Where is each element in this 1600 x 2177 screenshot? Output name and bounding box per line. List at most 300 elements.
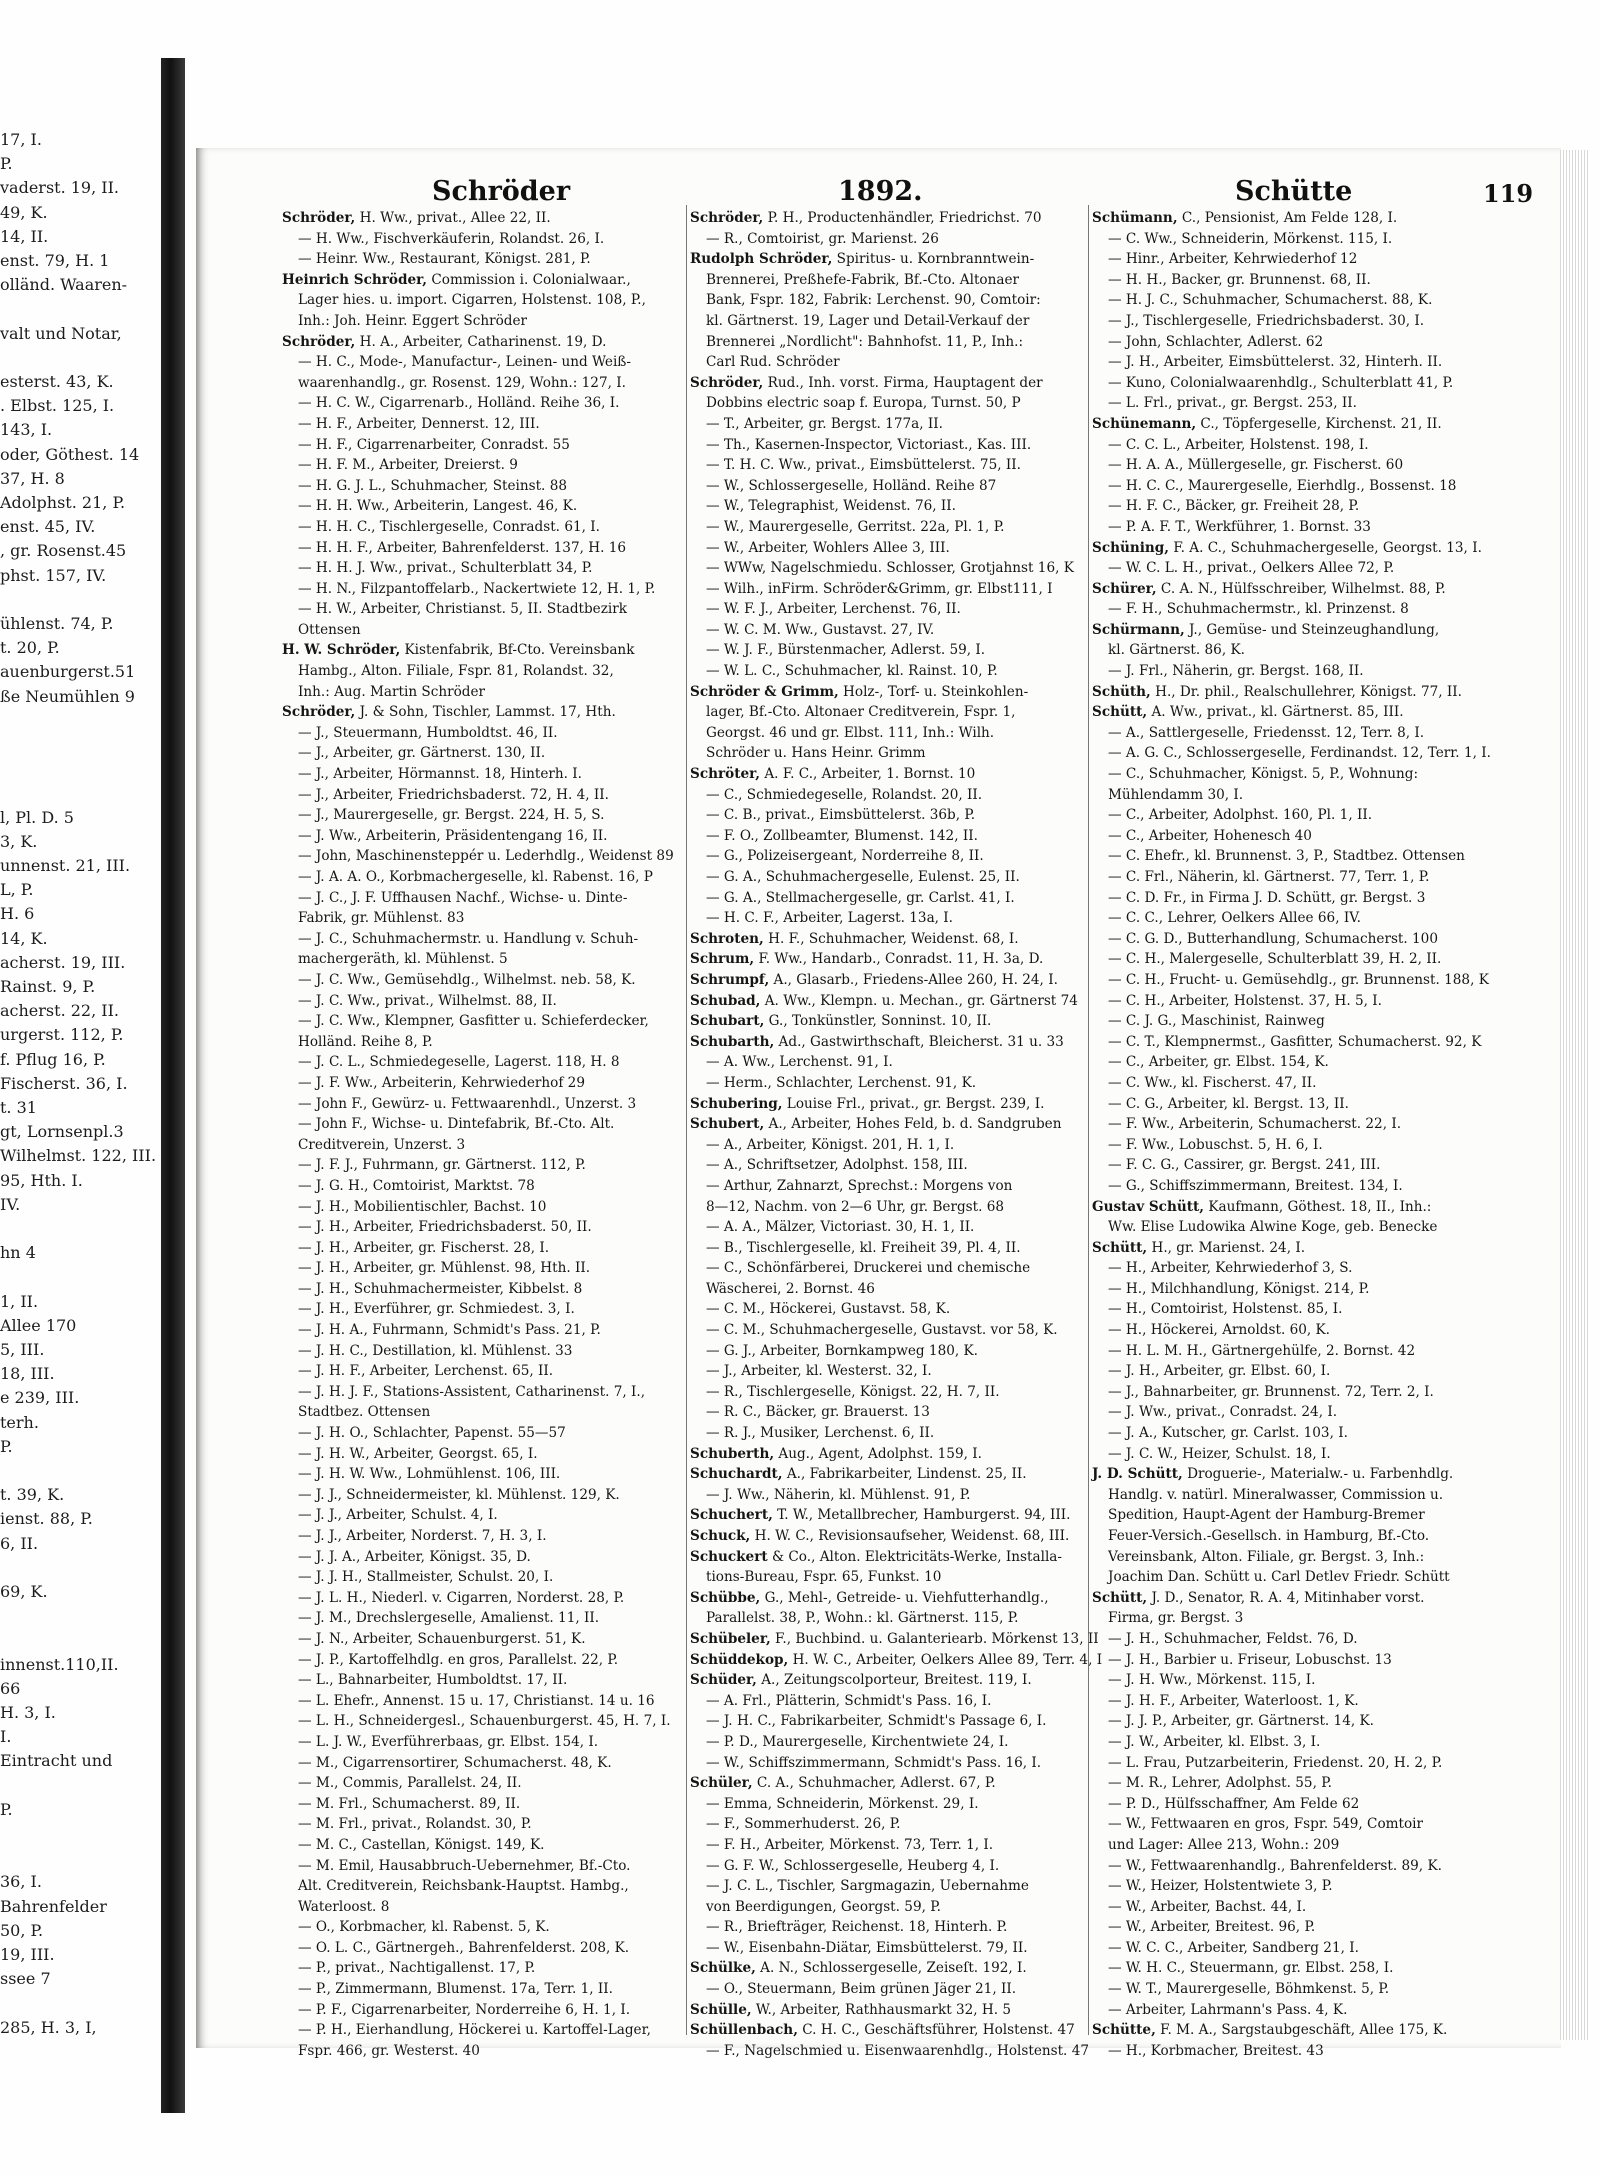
directory-entry	[690, 1032, 1084, 1053]
entry-text: W., Arbeiter, Rathhausmarkt 32, H. 5	[751, 2001, 1012, 2018]
left-page-line: 143, I.	[0, 420, 53, 440]
directory-entry	[1092, 1176, 1488, 1197]
entry-surname: Schrumpf,	[690, 971, 770, 988]
entry-text: — J. C. L., Schmiedegeselle, Lagerst. 118, H. 8	[298, 1054, 620, 1071]
directory-entry	[282, 970, 680, 991]
directory-entry	[282, 1032, 680, 1053]
directory-entry	[1092, 2020, 1488, 2041]
directory-entry	[1092, 2000, 1488, 2021]
entry-text: waarenhandlg., gr. Rosenst. 129, Wohn.: 127, I.	[298, 374, 626, 391]
entry-surname: Schülle,	[690, 2001, 752, 2018]
entry-text: — C. G. D., Butterhandlung, Schumacherst. 100	[1108, 930, 1438, 947]
directory-entry	[282, 1650, 680, 1671]
left-page-line: H. 6	[0, 904, 35, 924]
directory-entry	[282, 435, 680, 456]
entry-text: — H. C., Mode-, Manufactur-, Leinen- und Weiß-	[298, 354, 631, 371]
directory-entry	[282, 1526, 680, 1547]
entry-text: — J. H., Barbier u. Friseur, Lobuschst. 13	[1108, 1651, 1392, 1668]
entry-text: — J. J. P., Arbeiter, gr. Gärtnerst. 14, K.	[1108, 1713, 1374, 1730]
directory-entry	[1092, 991, 1488, 1012]
directory-entry	[282, 1505, 680, 1526]
entry-text: — W., Schiffszimmermann, Schmidt's Pass. 16, I.	[706, 1754, 1042, 1771]
directory-entry	[282, 1238, 680, 1259]
left-page-line: terh.	[0, 1412, 39, 1432]
directory-entry	[690, 1073, 1084, 1094]
left-page-line: , gr. Rosenst.45	[0, 541, 127, 561]
left-page-line: Fischerst. 36, I.	[0, 1073, 128, 1093]
entry-text: — C. J. G., Maschinist, Rainweg	[1108, 1013, 1325, 1030]
entry-surname: H. W. Schröder,	[282, 642, 401, 659]
entry-text: Rud., Inh. vorst. Firma, Hauptagent der	[763, 374, 1043, 391]
directory-entry	[282, 1732, 680, 1753]
directory-entry	[690, 1176, 1084, 1197]
entry-text: — J. H., Everführer, gr. Schmiedest. 3, I.	[298, 1301, 575, 1318]
directory-entry	[282, 785, 680, 806]
directory-entry	[1092, 846, 1488, 867]
entry-text: — J. H., Arbeiter, Friedrichsbaderst. 50, II.	[298, 1219, 592, 1236]
entry-text: — J. C. Ww., privat., Wilhelmst. 88, II.	[298, 992, 557, 1009]
directory-entry	[690, 1629, 1099, 1650]
directory-entry	[690, 1856, 1084, 1877]
entry-text: — WWw, Nagelschmiedu. Schlosser, Grotjahnst 16, K	[706, 560, 1074, 577]
entry-text: Louise Frl., privat., gr. Bergst. 239, I.	[782, 1095, 1045, 1112]
directory-entry	[282, 991, 680, 1012]
left-page-line: l, Pl. D. 5	[0, 807, 74, 827]
directory-entry	[1092, 888, 1488, 909]
directory-entry	[690, 1979, 1084, 2000]
entry-text: — C. H., Malergeselle, Schulterblatt 39, H. 2, II.	[1108, 951, 1442, 968]
entry-surname: Schüddekop,	[690, 1651, 789, 1668]
entry-text: H. W. C., Revisionsaufseher, Weidenst. 68, III.	[750, 1528, 1070, 1544]
entry-text: — J. C. W., Heizer, Schulst. 18, I.	[1108, 1445, 1331, 1462]
directory-entry	[1092, 867, 1488, 888]
entry-text: — C. C., Lehrer, Oelkers Allee 66, IV.	[1108, 910, 1361, 927]
entry-text: — P. A. F. T., Werkführer, 1. Bornst. 33	[1108, 518, 1371, 535]
directory-entry	[1092, 1794, 1488, 1815]
directory-entry	[690, 1753, 1084, 1774]
left-page-line: olländ. Waaren-	[0, 275, 128, 295]
directory-entry	[282, 1691, 680, 1712]
directory-entry	[1092, 1691, 1488, 1712]
entry-text: — L. J. W., Everführerbaas, gr. Elbst. 154, I.	[298, 1733, 599, 1750]
left-page-line: Bahrenfelder	[0, 1896, 107, 1916]
entry-surname: Schubarth,	[690, 1033, 775, 1050]
directory-entry	[1092, 1567, 1488, 1588]
entry-text: tions-Bureau, Fspr. 65, Funkst. 10	[706, 1569, 942, 1586]
entry-text: — P., Zimmermann, Blumenst. 17a, Terr. 1, II.	[298, 1981, 613, 1998]
directory-entry	[1092, 661, 1488, 682]
entry-text: kl. Gärtnerst. 86, K.	[1108, 642, 1245, 659]
directory-entry	[1092, 1382, 1488, 1403]
left-page-line: ienst. 88, P.	[0, 1509, 93, 1529]
entry-text: — M. Frl., Schumacherst. 89, II.	[298, 1795, 521, 1812]
directory-entry	[690, 1485, 1084, 1506]
directory-entry	[282, 1629, 680, 1650]
entry-text: — C. Ww., Schneiderin, Mörkenst. 115, I.	[1108, 230, 1393, 247]
directory-entry	[1092, 1547, 1488, 1568]
entry-text: Ww. Elise Ludowika Alwine Koge, geb. Benecke	[1108, 1219, 1438, 1236]
entry-surname: Schütt,	[1092, 1589, 1148, 1606]
left-page-line: innenst.110,II.	[0, 1654, 119, 1674]
entry-surname: Schübeler,	[690, 1630, 771, 1647]
entry-text: — J., Arbeiter, Hörmannst. 18, Hinterh. I.	[298, 766, 582, 783]
column-rule-2	[1088, 205, 1089, 2035]
directory-entry	[1092, 1876, 1488, 1897]
directory-entry	[282, 1073, 680, 1094]
entry-text: — O. L. C., Gärtnergeh., Bahrenfelderst. 208, K.	[298, 1939, 630, 1956]
directory-entry	[690, 1341, 1084, 1362]
directory-entry	[282, 888, 680, 909]
entry-text: Handlg. v. natürl. Mineralwasser, Commission u.	[1108, 1486, 1444, 1503]
entry-text: — J. C., J. F. Uffhausen Nachf., Wichse- u. Dinte-	[298, 889, 628, 906]
directory-entry	[690, 1876, 1084, 1897]
entry-text: — F. H., Arbeiter, Mörkenst. 73, Terr. 1, I.	[706, 1836, 994, 1853]
entry-text: — W., Heizer, Holstentwiete 3, P.	[1108, 1878, 1333, 1895]
entry-text: — Herm., Schlachter, Lerchenst. 91, K.	[706, 1074, 977, 1091]
directory-entry	[690, 496, 1084, 517]
entry-text: Kistenfabrik, Bf-Cto. Vereinsbank	[400, 642, 635, 659]
directory-entry	[1092, 1258, 1488, 1279]
directory-entry	[690, 1011, 1084, 1032]
directory-entry	[1092, 1320, 1488, 1341]
entry-text: — W. J. F., Bürstenmacher, Adlerst. 59, I.	[706, 642, 986, 659]
entry-text: — J. H., Schuhmacher, Feldst. 76, D.	[1108, 1630, 1358, 1647]
entry-text: Vereinsbank, Alton. Filiale, gr. Bergst. 3, Inh.:	[1108, 1548, 1425, 1565]
entry-text: — C. M., Höckerei, Gustavst. 58, K.	[706, 1301, 951, 1318]
book-binding-gutter	[161, 58, 185, 2113]
directory-entry	[282, 805, 680, 826]
directory-entry	[1092, 208, 1488, 229]
entry-text: — R., Comtoirist, gr. Marienst. 26	[706, 230, 939, 247]
entry-text: — J. M., Drechslergeselle, Amalienst. 11, II.	[298, 1610, 600, 1627]
entry-text: — G., Polizeisergeant, Norderreihe 8, II.	[706, 848, 984, 865]
entry-text: Parallelst. 38, P., Wohn.: kl. Gärtnerst. 115, P.	[706, 1610, 1019, 1627]
directory-entry	[1092, 558, 1488, 579]
entry-text: — J. A., Kutscher, gr. Carlst. 103, I.	[1108, 1425, 1348, 1442]
entry-text: — J. L. H., Niederl. v. Cigarren, Norderst. 28, P.	[298, 1589, 625, 1606]
directory-entry	[690, 640, 1084, 661]
directory-entry	[690, 805, 1084, 826]
entry-surname: Schümann,	[1092, 210, 1178, 226]
directory-entry	[690, 1567, 1084, 1588]
entry-text: — H. F., Arbeiter, Dennerst. 12, III.	[298, 415, 540, 432]
left-page-line: hn 4	[0, 1243, 36, 1263]
directory-entry	[1092, 332, 1488, 353]
entry-text: — C. T., Klempnermst., Gasfitter, Schumacherst. 92, K	[1108, 1033, 1482, 1050]
entry-text: — H. H. J. Ww., privat., Schulterblatt 34, P.	[298, 560, 593, 577]
entry-text: — Emma, Schneiderin, Mörkenst. 29, I.	[706, 1795, 979, 1812]
entry-text: — J. H. W., Arbeiter, Georgst. 65, I.	[298, 1445, 538, 1462]
left-page-line: acherst. 22, II.	[0, 1001, 119, 1021]
directory-entry	[690, 352, 1084, 373]
directory-entry	[282, 1856, 680, 1877]
entry-text: — L. Frau, Putzarbeiterin, Friedenst. 20, H. 2, P.	[1108, 1754, 1443, 1771]
entry-text: — J., Bahnarbeiter, gr. Brunnenst. 72, Terr. 2, I.	[1108, 1383, 1434, 1400]
entry-text: — J. C. Ww., Gemüsehdlg., Wilhelmst. neb. 58, K.	[298, 971, 636, 988]
directory-entry	[1092, 1897, 1488, 1918]
entry-surname: Schubad,	[690, 992, 761, 1009]
directory-entry	[282, 1773, 680, 1794]
directory-entry	[1092, 1423, 1488, 1444]
entry-text: Georgst. 46 und gr. Elbst. 111, Inh.: Wilh.	[706, 724, 995, 741]
directory-entry	[1092, 373, 1488, 394]
entry-text: — P., privat., Nachtigallenst. 17, P.	[298, 1960, 536, 1977]
directory-entry	[1092, 1670, 1488, 1691]
directory-entry	[690, 476, 1084, 497]
directory-entry	[1092, 538, 1488, 559]
entry-text: Creditverein, Unzerst. 3	[298, 1136, 466, 1153]
entry-text: — M., Cigarrensortirer, Schumacherst. 48, K.	[298, 1754, 612, 1771]
entry-text: — R., Briefträger, Reichenst. 18, Hinterh. P.	[706, 1919, 1008, 1936]
entry-text: A., Zeitungscolporteur, Breitest. 119, I.	[756, 1672, 1032, 1689]
left-page-line: ühlenst. 74, P.	[0, 614, 114, 633]
entry-text: — R., Tischlergeselle, Königst. 22, H. 7, II.	[706, 1383, 1000, 1400]
directory-entry	[1092, 1217, 1488, 1238]
entry-text: F. A. C., Schuhmachergeselle, Georgst. 13, I.	[1169, 539, 1482, 556]
entry-text: Dobbins electric soap f. Europa, Turnst. 50, P	[706, 395, 1021, 412]
left-page-line: 17, I.	[0, 130, 42, 149]
entry-text: — J. H. F., Arbeiter, Lerchenst. 65, II.	[298, 1363, 554, 1380]
directory-entry	[1092, 702, 1488, 723]
directory-entry	[690, 908, 1084, 929]
entry-text: — G. F. W., Schlossergeselle, Heuberg 4, I.	[706, 1857, 1000, 1874]
left-page-line: 18, III.	[0, 1364, 55, 1384]
entry-text: — H. J. C., Schuhmacher, Schumacherst. 88, K.	[1108, 292, 1433, 309]
entry-text: Brennerei, Preßhefe-Fabrik, Bf.-Cto. Altonaer	[706, 271, 1020, 288]
entry-text: — G. A., Stellmachergeselle, gr. Carlst. 41, I.	[706, 889, 1015, 906]
running-header-left: Schröder	[432, 176, 571, 207]
directory-entry	[282, 290, 680, 311]
directory-entry	[282, 455, 680, 476]
entry-text: — G., Schiffszimmermann, Breitest. 134, I.	[1108, 1177, 1403, 1194]
directory-entry	[282, 332, 680, 353]
entry-surname: Schürmann,	[1092, 621, 1185, 638]
entry-surname: Schütt,	[1092, 704, 1148, 721]
entry-text: — J. J. H., Stallmeister, Schulst. 20, I.	[298, 1569, 554, 1586]
directory-entry	[1092, 496, 1488, 517]
directory-entry	[690, 1711, 1084, 1732]
entry-text: — W., Arbeiter, Bachst. 44, I.	[1108, 1898, 1307, 1915]
page-edge-stack	[1560, 150, 1588, 2040]
left-page-line: 19, III.	[0, 1945, 55, 1964]
directory-entry	[282, 826, 680, 847]
directory-entry	[282, 949, 680, 970]
directory-entry	[282, 640, 680, 661]
left-page-line: Wilhelmst. 122, III.	[0, 1146, 157, 1166]
directory-entry	[1092, 579, 1488, 600]
entry-text: — J. Ww., Arbeiterin, Präsidentengang 16, II.	[298, 827, 608, 844]
entry-text: A., Fabrikarbeiter, Lindenst. 25, II.	[782, 1466, 1027, 1483]
directory-entry	[690, 1691, 1084, 1712]
directory-entry	[690, 1155, 1084, 1176]
directory-entry	[282, 1444, 680, 1465]
entry-text: — A., Schriftsetzer, Adolphst. 158, III.	[706, 1157, 968, 1174]
entry-text: — C., Arbeiter, Hohenesch 40	[1108, 827, 1312, 844]
directory-entry	[282, 1423, 680, 1444]
entry-text: C., Pensionist, Am Felde 128, I.	[1177, 210, 1398, 226]
entry-text: — Arthur, Zahnarzt, Sprechst.: Morgens von	[706, 1177, 1013, 1194]
entry-surname: Schröder,	[690, 210, 764, 226]
directory-entry	[1092, 826, 1488, 847]
entry-text: Commission i. Colonialwaar.,	[427, 271, 631, 288]
left-page-line: ssee 7	[0, 1969, 51, 1989]
entry-text: F. Ww., Handarb., Conradst. 11, H. 3a, D.	[754, 951, 1044, 968]
entry-text: & Co., Alton. Elektricitäts-Werke, Installa-	[767, 1548, 1062, 1565]
directory-entry	[282, 1217, 680, 1238]
entry-text: — M. Emil, Hausabbruch-Uebernehmer, Bf.-Cto.	[298, 1857, 631, 1874]
entry-text: — B., Tischlergeselle, kl. Freiheit 39, Pl. 4, II.	[706, 1239, 1021, 1256]
directory-entry	[690, 1217, 1084, 1238]
entry-text: — A., Sattlergeselle, Friedensst. 12, Terr. 8, I.	[1108, 724, 1425, 741]
entry-text: — J. H., Arbeiter, gr. Mühlenst. 98, Hth. II.	[298, 1260, 591, 1277]
entry-surname: Schüder,	[690, 1672, 757, 1689]
left-page-line: P.	[0, 1436, 13, 1456]
directory-entry	[690, 1094, 1084, 1115]
entry-surname: Schüler,	[690, 1775, 753, 1792]
entry-text: — J. H. C., Destillation, kl. Mühlenst. 33	[298, 1342, 573, 1359]
entry-surname: Rudolph Schröder,	[690, 251, 833, 268]
entry-text: machergeräth, kl. Mühlenst. 5	[298, 951, 508, 968]
entry-text: — W., Arbeiter, Wohlers Allee 3, III.	[706, 539, 950, 556]
directory-entry	[690, 1958, 1084, 1979]
entry-surname: Schröder,	[690, 374, 764, 391]
directory-entry	[690, 1917, 1084, 1938]
directory-entry	[1092, 743, 1491, 764]
directory-entry	[690, 435, 1084, 456]
directory-entry	[1092, 1299, 1488, 1320]
entry-text: — John F., Wichse- u. Dintefabrik, Bf.-Cto. Alt.	[298, 1116, 615, 1133]
directory-entry	[690, 332, 1084, 353]
entry-text: — C. Ehefr., kl. Brunnenst. 3, P., Stadtbez. Ottensen	[1108, 848, 1465, 865]
directory-entry	[1092, 1711, 1488, 1732]
entry-text: — A. Ww., Lerchenst. 91, I.	[706, 1054, 893, 1071]
entry-text: — J. G. H., Comtoirist, Marktst. 78	[298, 1177, 535, 1194]
entry-text: Alt. Creditverein, Reichsbank-Hauptst. Hambg.,	[298, 1878, 629, 1895]
entry-text: A. Ww., privat., kl. Gärtnerst. 85, III.	[1147, 704, 1404, 721]
entry-text: — M. Frl., privat., Rolandst. 30, P.	[298, 1816, 532, 1833]
entry-text: — J., Arbeiter, gr. Gärtnerst. 130, II.	[298, 745, 546, 762]
directory-entry	[690, 785, 1084, 806]
entry-text: — J. J., Arbeiter, Schulst. 4, I.	[298, 1507, 498, 1524]
column-rule-1	[686, 205, 687, 2035]
left-page-line: Eintracht und	[0, 1751, 113, 1771]
directory-entry	[282, 1876, 680, 1897]
directory-entry	[690, 764, 1084, 785]
entry-text: — H., Arbeiter, Kehrwiederhof 3, S.	[1108, 1260, 1353, 1277]
left-page-line: Adolphst. 21, P.	[0, 493, 126, 512]
entry-surname: Schüllenbach,	[690, 2022, 798, 2039]
entry-text: — O., Steuermann, Beim grünen Jäger 21, II.	[706, 1981, 1017, 1998]
directory-entry	[282, 393, 680, 414]
entry-text: — L. Ehefr., Annenst. 15 u. 17, Christianst. 14 u. 16	[298, 1692, 655, 1709]
entry-text: — J. H. C., Fabrikarbeiter, Schmidt's Passage 6, I.	[706, 1713, 1047, 1730]
entry-text: — J. H., Schuhmachermeister, Kibbelst. 8	[298, 1280, 583, 1297]
entry-text: — Wilh., inFirm. Schröder&Grimm, gr. Elbst111, I	[706, 580, 1053, 597]
directory-entry	[1092, 2041, 1488, 2062]
left-page-line: valt und Notar,	[0, 323, 122, 343]
entry-text: — F. H., Schuhmachermstr., kl. Prinzenst. 8	[1108, 601, 1409, 618]
left-page-line: enst. 79, H. 1	[0, 251, 110, 270]
entry-text: C. A. N., Hülfsschreiber, Wilhelmst. 88, P.	[1156, 580, 1446, 597]
directory-entry	[690, 455, 1084, 476]
directory-entry	[690, 1238, 1084, 1259]
entry-text: — C., Schuhmacher, Königst. 5, P., Wohnung:	[1108, 766, 1419, 783]
entry-text: — J. A. A. O., Korbmachergeselle, kl. Rabenst. 16, P	[298, 869, 653, 885]
directory-entry	[690, 1382, 1084, 1403]
entry-surname: Schubering,	[690, 1095, 783, 1112]
directory-entry	[1092, 1505, 1488, 1526]
entry-text: Firma, gr. Bergst. 3	[1108, 1610, 1244, 1627]
left-page-line: I.	[0, 1727, 12, 1747]
entry-surname: Schüth,	[1092, 683, 1151, 700]
entry-text: — R. C., Bäcker, gr. Brauerst. 13	[706, 1404, 930, 1421]
left-page-line: urgerst. 112, P.	[0, 1025, 124, 1045]
directory-entry	[282, 1958, 680, 1979]
directory-entry	[282, 1547, 680, 1568]
directory-entry	[690, 929, 1084, 950]
entry-text: — H. G. J. L., Schuhmacher, Steinst. 88	[298, 477, 567, 494]
entry-text: — J. Ww., privat., Conradst. 24, I.	[1108, 1404, 1338, 1421]
entry-text: — J. P., Kartoffelhdlg. en gros, Parallelst. 22, P.	[298, 1651, 619, 1668]
entry-text: — H. H., Backer, gr. Brunnenst. 68, II.	[1108, 271, 1371, 288]
directory-entry	[1092, 682, 1488, 703]
directory-entry	[1092, 1732, 1488, 1753]
left-page-line: 14, II.	[0, 226, 49, 246]
entry-surname: Schrum,	[690, 951, 755, 968]
entry-text: C. A., Schuhmacher, Adlerst. 67, P.	[752, 1775, 996, 1792]
directory-entry	[282, 743, 680, 764]
left-facing-page-fragment	[0, 130, 160, 2060]
entry-text: — J. C. L., Tischler, Sargmagazin, Uebernahme	[706, 1878, 1029, 1895]
entry-surname: Schüning,	[1092, 539, 1170, 556]
directory-entry	[1092, 1114, 1488, 1135]
directory-entry	[1092, 1444, 1488, 1465]
entry-text: J. & Sohn, Tischler, Lammst. 17, Hth.	[355, 704, 616, 721]
directory-entry	[1092, 229, 1488, 250]
entry-text: Inh.: Aug. Martin Schröder	[298, 683, 486, 700]
directory-entry	[282, 352, 680, 373]
directory-entry	[690, 1938, 1084, 1959]
entry-text: — L., Bahnarbeiter, Humboldtst. 17, II.	[298, 1672, 568, 1689]
entry-text: — C. C. L., Arbeiter, Holstenst. 198, I.	[1108, 436, 1369, 453]
directory-entry	[282, 1197, 680, 1218]
directory-entry	[1092, 723, 1488, 744]
entry-text: Wäscherei, 2. Bornst. 46	[706, 1280, 875, 1297]
entry-text: — J. C. Ww., Klempner, Gasfitter u. Schieferdecker,	[298, 1013, 649, 1030]
directory-entry	[1092, 1835, 1488, 1856]
entry-text: Droguerie-, Materialw.- u. Farbenhdlg.	[1182, 1466, 1454, 1483]
entry-surname: Schuberth,	[690, 1445, 775, 1462]
directory-column-2	[690, 208, 1103, 2059]
entry-text: Spedition, Haupt-Agent der Hamburg-Bremer	[1108, 1507, 1425, 1524]
entry-text: — H. H. Ww., Arbeiterin, Langest. 46, K.	[298, 498, 578, 515]
left-page-line: phst. 157, IV.	[0, 565, 107, 585]
directory-entry	[282, 1279, 680, 1300]
entry-text: — O., Korbmacher, kl. Rabenst. 5, K.	[298, 1919, 550, 1936]
left-page-line: acherst. 19, III.	[0, 952, 126, 972]
left-page-line: t. 39, K.	[0, 1485, 65, 1505]
left-page-line: 69, K.	[0, 1582, 48, 1601]
left-page-line: L, P.	[0, 880, 34, 900]
entry-text: — W., Telegraphist, Weidenst. 76, II.	[706, 498, 956, 515]
left-page-line: oder, Göthest. 14	[0, 444, 140, 464]
directory-entry	[690, 620, 1084, 641]
entry-text: — W. F. J., Arbeiter, Lerchenst. 76, II.	[706, 601, 961, 618]
directory-entry	[282, 1341, 680, 1362]
entry-text: — C. Ww., kl. Fischerst. 47, II.	[1108, 1074, 1317, 1091]
entry-text: — C., Schmiedegeselle, Rolandst. 20, II.	[706, 786, 983, 803]
directory-entry	[690, 991, 1084, 1012]
